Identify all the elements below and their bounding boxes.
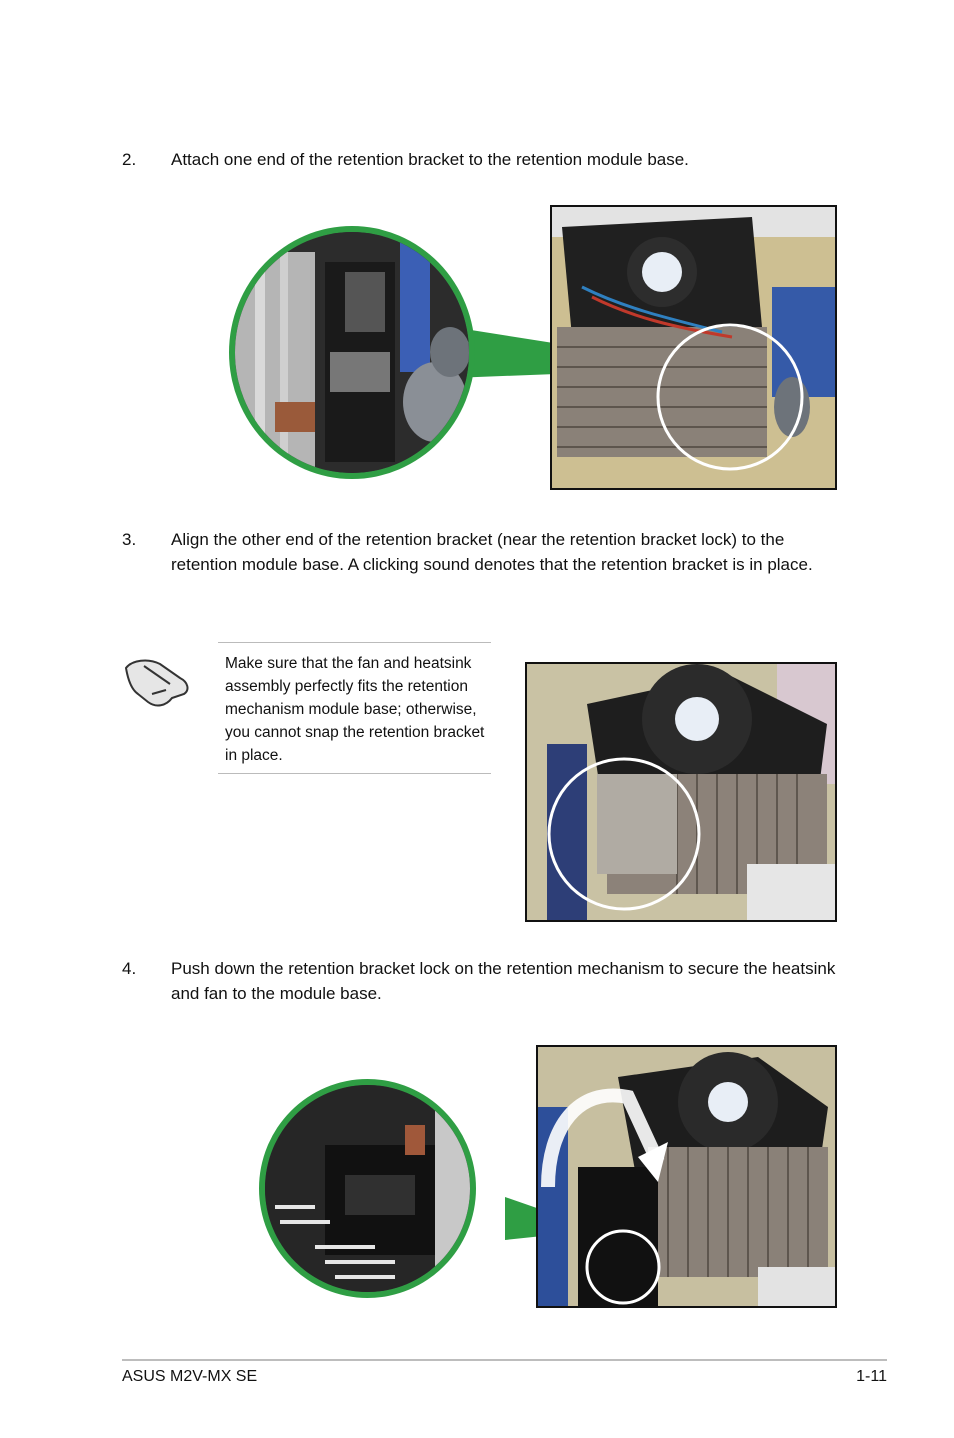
step-number: 3. bbox=[122, 530, 137, 549]
photo-heatsink-step3 bbox=[525, 662, 837, 922]
footer-product-name: ASUS M2V-MX SE bbox=[122, 1368, 258, 1385]
footer-rule bbox=[122, 1359, 887, 1361]
photo-heatsink-step4 bbox=[536, 1045, 837, 1308]
step-text: Align the other end of the retention bracket (near the retention bracket lock) to the retention module base. A clicking sound denotes that the retention bracket is in place. bbox=[171, 530, 813, 574]
step-number: 4. bbox=[122, 959, 137, 978]
step-3 bbox=[122, 527, 842, 607]
step-text: Attach one end of the retention bracket to the retention module base. bbox=[171, 150, 689, 169]
footer-page-number: 1-11 bbox=[856, 1368, 887, 1385]
note-box bbox=[218, 642, 491, 774]
zoom-detail-bracket-lock bbox=[259, 1079, 476, 1298]
zoom-detail-bracket-attach bbox=[229, 226, 475, 479]
step-4 bbox=[122, 956, 842, 1011]
photo-heatsink-step2 bbox=[550, 205, 837, 490]
step-number: 2. bbox=[122, 150, 137, 169]
note-text: Make sure that the fan and heatsink assembly perfectly fits the retention mechanism module base; otherwise, you cannot snap the retention bracket in place. bbox=[225, 655, 485, 764]
pointing-hand-icon bbox=[122, 650, 194, 710]
step-text: Push down the retention bracket lock on the retention mechanism to secure the heatsink and fan to the module base. bbox=[171, 959, 836, 1003]
